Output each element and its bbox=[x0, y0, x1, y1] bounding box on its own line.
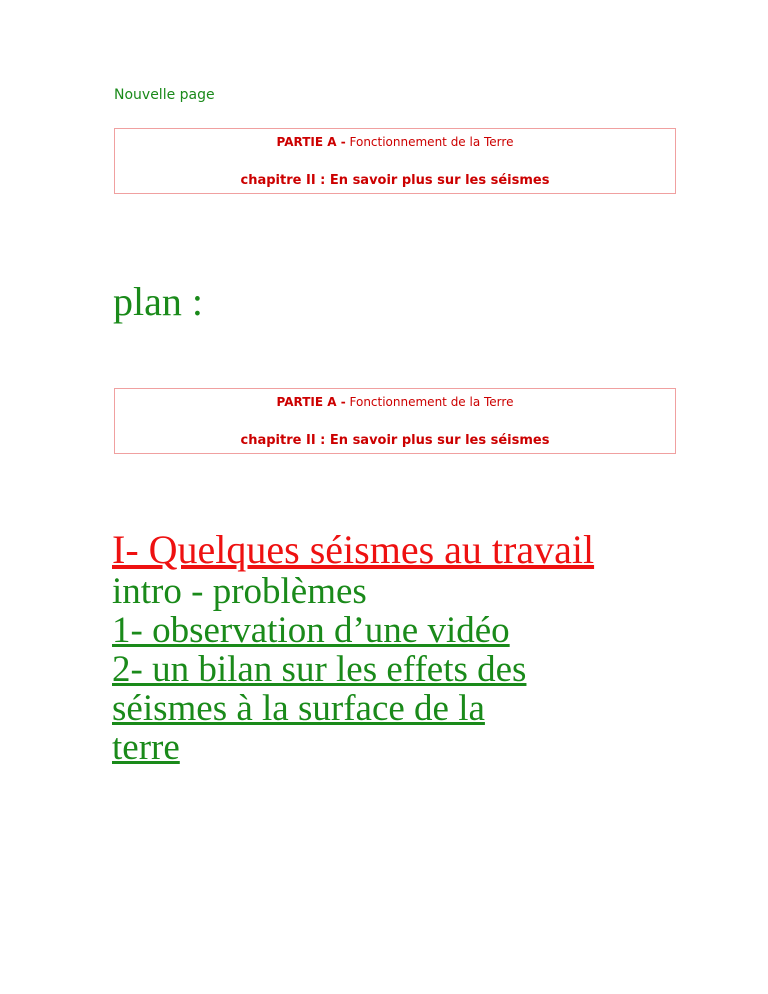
outline-item-2-line-3: terre bbox=[112, 727, 180, 768]
part-line bbox=[115, 135, 675, 149]
section-title: I- Quelques séismes au travail bbox=[112, 527, 595, 572]
chapter-title: chapitre II : En savoir plus sur les séismes bbox=[240, 173, 550, 188]
part-label: PARTIE A - bbox=[276, 135, 346, 149]
part-label: PARTIE A - bbox=[276, 395, 346, 409]
outline-item-2-line-1: 2- un bilan sur les effets des bbox=[112, 649, 527, 690]
outline-intro: intro - problèmes bbox=[112, 571, 367, 612]
part-line bbox=[115, 395, 675, 409]
outline bbox=[112, 528, 712, 767]
chapter-header-box bbox=[114, 128, 676, 194]
chapter-title: chapitre II : En savoir plus sur les séismes bbox=[240, 433, 550, 448]
chapter-header-box bbox=[114, 388, 676, 454]
part-title: Fonctionnement de la Terre bbox=[349, 395, 514, 409]
part-title: Fonctionnement de la Terre bbox=[349, 135, 514, 149]
outline-item-1: 1- observation d’une vidéo bbox=[112, 610, 510, 651]
plan-heading: plan : bbox=[113, 279, 203, 324]
nouvelle-page-label: Nouvelle page bbox=[114, 87, 215, 103]
outline-item-2-line-2: séismes à la surface de la bbox=[112, 688, 485, 729]
